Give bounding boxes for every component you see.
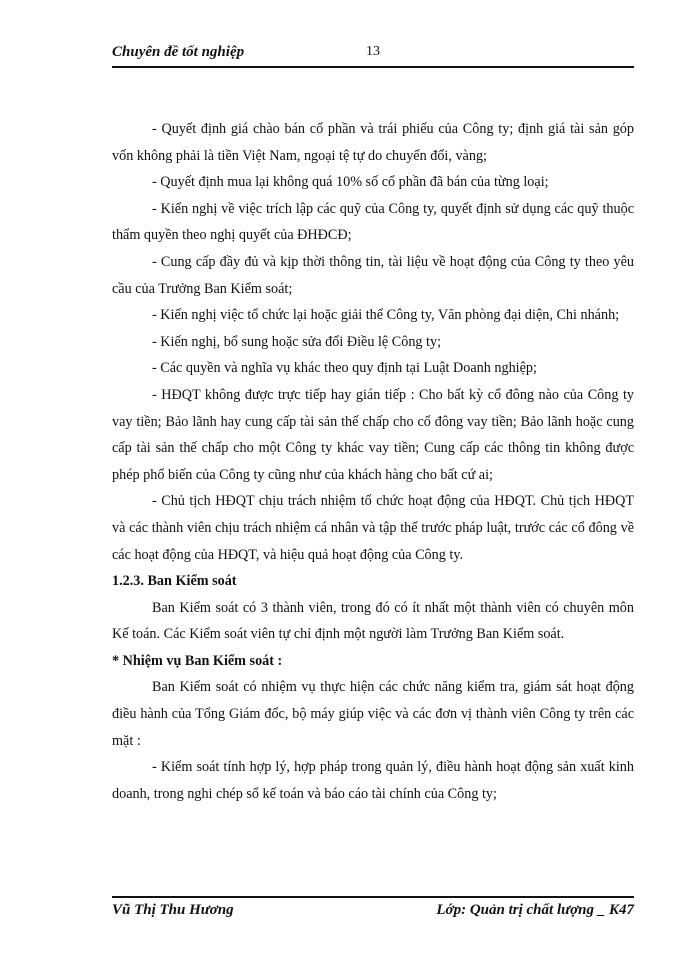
page-header xyxy=(112,42,634,68)
footer-class: Lớp: Quản trị chất lượng _ K47 xyxy=(436,902,634,918)
paragraph: - Kiến nghị, bổ sung hoặc sửa đổi Điều lệ Công ty; xyxy=(152,333,442,350)
page-footer xyxy=(112,896,634,924)
paragraph: - Cung cấp đầy đủ và kịp thời thông tin, tài liệu về hoạt động của Công ty theo yêu cầu của Trưởng Ban Kiểm soát; xyxy=(112,253,634,297)
paragraph: - Chủ tịch HĐQT chịu trách nhiệm tổ chức hoạt động của HĐQT. Chủ tịch HĐQT và các thành viên chịu trách nhiệm cá nhân và tập thể trước pháp luật, trước các cổ đông về các hoạt động của HĐQT, và hiệu quả hoạt động của Công ty. xyxy=(112,493,634,563)
paragraph: - Quyết định mua lại không quá 10% số cổ phần đã bán của từng loại; xyxy=(152,174,549,191)
paragraph: - Các quyền và nghĩa vụ khác theo quy định tại Luật Doanh nghiệp; xyxy=(152,360,537,377)
footer-author: Vũ Thị Thu Hương xyxy=(112,902,234,918)
paragraph: - Quyết định giá chào bán cổ phần và trái phiếu của Công ty; định giá tài sản góp vốn không phải là tiền Việt Nam, ngoại tệ tự do chuyển đổi, vàng; xyxy=(112,121,634,164)
page-number: 13 xyxy=(366,44,380,59)
paragraph: - HĐQT không được trực tiếp hay gián tiếp : Cho bất kỳ cổ đông nào của Công ty vay tiền; Bảo lãnh hay cung cấp tài sản thế chấp cho cổ đông vay tiền; Bảo lãnh hoặc cung cấp tài sản thế chấp cho một Công ty khác vay tiền; Cung cấp các thông tin không được phép phổ biến của Công ty cũng như của khách hàng cho bất cứ ai; xyxy=(112,386,634,483)
document-body xyxy=(112,116,634,807)
duties-paragraph: Ban Kiểm soát có nhiệm vụ thực hiện các chức năng kiểm tra, giám sát hoạt động điều hành của Tổng Giám đốc, bộ máy giúp việc và các đơn vị thành viên Công ty trên các mặt : xyxy=(112,679,634,749)
section-heading: 1.2.3. Ban Kiểm soát xyxy=(112,573,237,590)
duties-heading: * Nhiệm vụ Ban Kiểm soát : xyxy=(112,652,283,669)
duties-paragraph: - Kiểm soát tính hợp lý, hợp pháp trong quản lý, điều hành hoạt động sản xuất kinh doanh, trong nghi chép sổ kế toán và báo cáo tài chính của Công ty; xyxy=(112,759,634,802)
paragraph: - Kiến nghị về việc trích lập các quỹ của Công ty, quyết định sử dụng các quỹ thuộc thẩm quyền theo nghị quyết của ĐHĐCĐ; xyxy=(112,200,634,244)
section-paragraph: Ban Kiểm soát có 3 thành viên, trong đó có ít nhất một thành viên có chuyên môn Kế toán. Các Kiểm soát viên tự chỉ định một người làm Trưởng Ban Kiểm soát. xyxy=(112,599,634,643)
paragraph: - Kiến nghị việc tổ chức lại hoặc giải thể Công ty, Văn phòng đại diện, Chi nhánh; xyxy=(152,307,620,324)
header-title: Chuyên đề tốt nghiệp xyxy=(112,44,245,60)
